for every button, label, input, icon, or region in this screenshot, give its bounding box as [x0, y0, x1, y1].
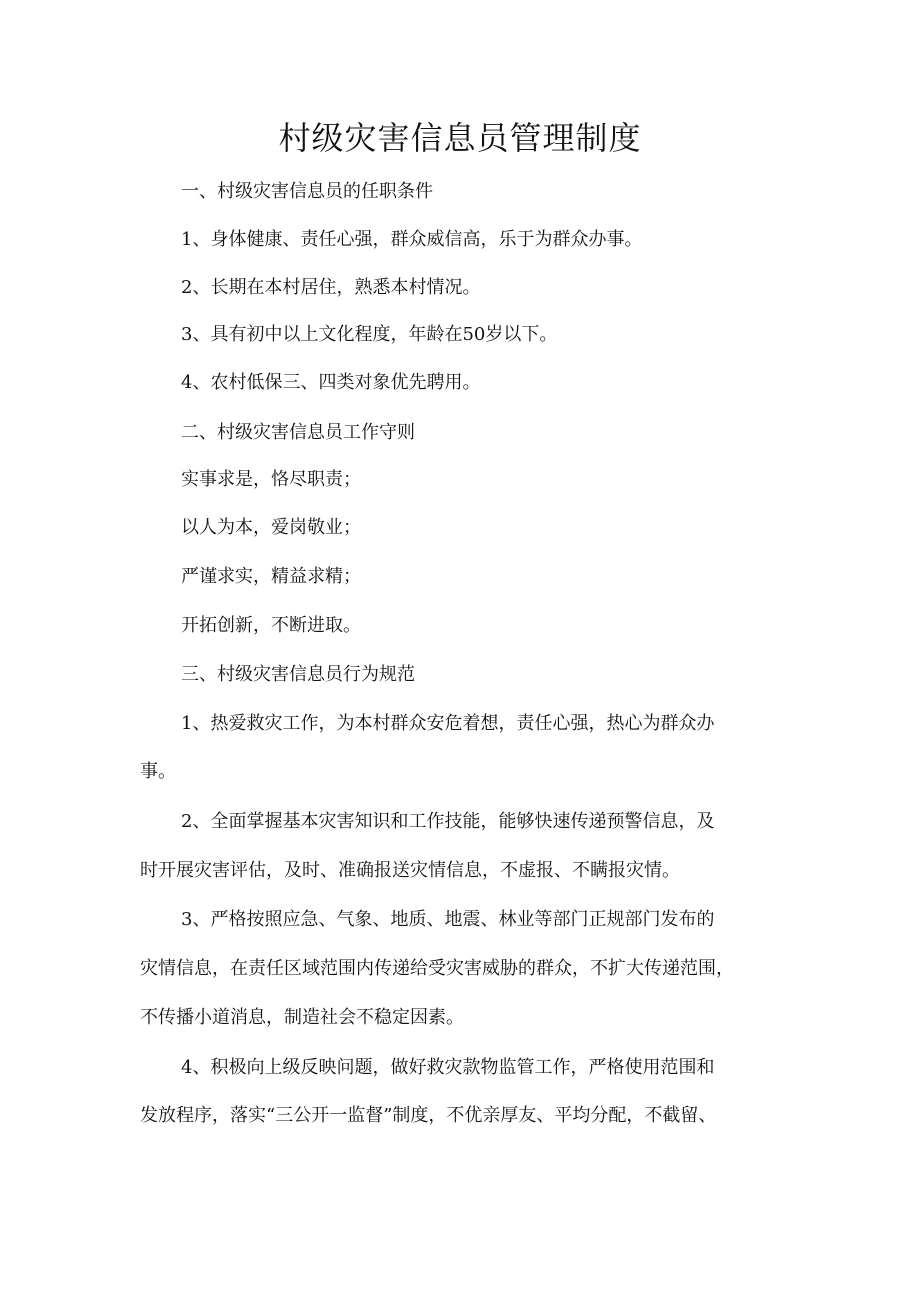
paragraph-line: 4、积极向上级反映问题，做好救灾款物监管工作，严格使用范围和	[181, 1057, 715, 1078]
paragraph-line: 2、全面掌握基本灾害知识和工作技能，能够快速传递预警信息，及	[181, 811, 715, 832]
paragraph: 严谨求实，精益求精；	[181, 566, 361, 587]
paragraph-line: 发放程序，落实“三公开一监督”制度，不优亲厚友、平均分配，不截留、	[140, 1105, 717, 1126]
paragraph-line: 1、热爱救灾工作，为本村群众安危着想，责任心强，热心为群众办	[181, 713, 715, 734]
section-heading-2: 二、村级灾害信息员工作守则	[181, 422, 415, 443]
paragraph-line: 时开展灾害评估，及时、准确报送灾情信息，不虚报、不瞒报灾情。	[140, 860, 680, 881]
section-heading-3: 三、村级灾害信息员行为规范	[181, 664, 415, 685]
paragraph-line: 事。	[140, 761, 176, 782]
document-title: 村级灾害信息员管理制度	[278, 119, 642, 157]
paragraph-line: 不传播小道消息，制造社会不稳定因素。	[140, 1007, 464, 1028]
paragraph: 实事求是，恪尽职责；	[181, 469, 361, 490]
paragraph: 以人为本，爱岗敬业；	[181, 517, 361, 538]
paragraph-line: 3、严格按照应急、气象、地质、地震、林业等部门正规部门发布的	[181, 909, 715, 930]
paragraph: 4、农村低保三、四类对象优先聘用。	[181, 372, 481, 393]
paragraph-line: 灾情信息，在责任区域范围内传递给受灾害威胁的群众，不扩大传递范围，	[140, 958, 734, 979]
paragraph: 1、身体健康、责任心强，群众威信高，乐于为群众办事。	[181, 229, 643, 250]
paragraph: 2、长期在本村居住，熟悉本村情况。	[181, 277, 481, 298]
section-heading-1: 一、村级灾害信息员的任职条件	[181, 181, 433, 202]
paragraph: 开拓创新，不断进取。	[181, 615, 361, 636]
paragraph: 3、具有初中以上文化程度，年龄在50岁以下。	[181, 324, 558, 345]
